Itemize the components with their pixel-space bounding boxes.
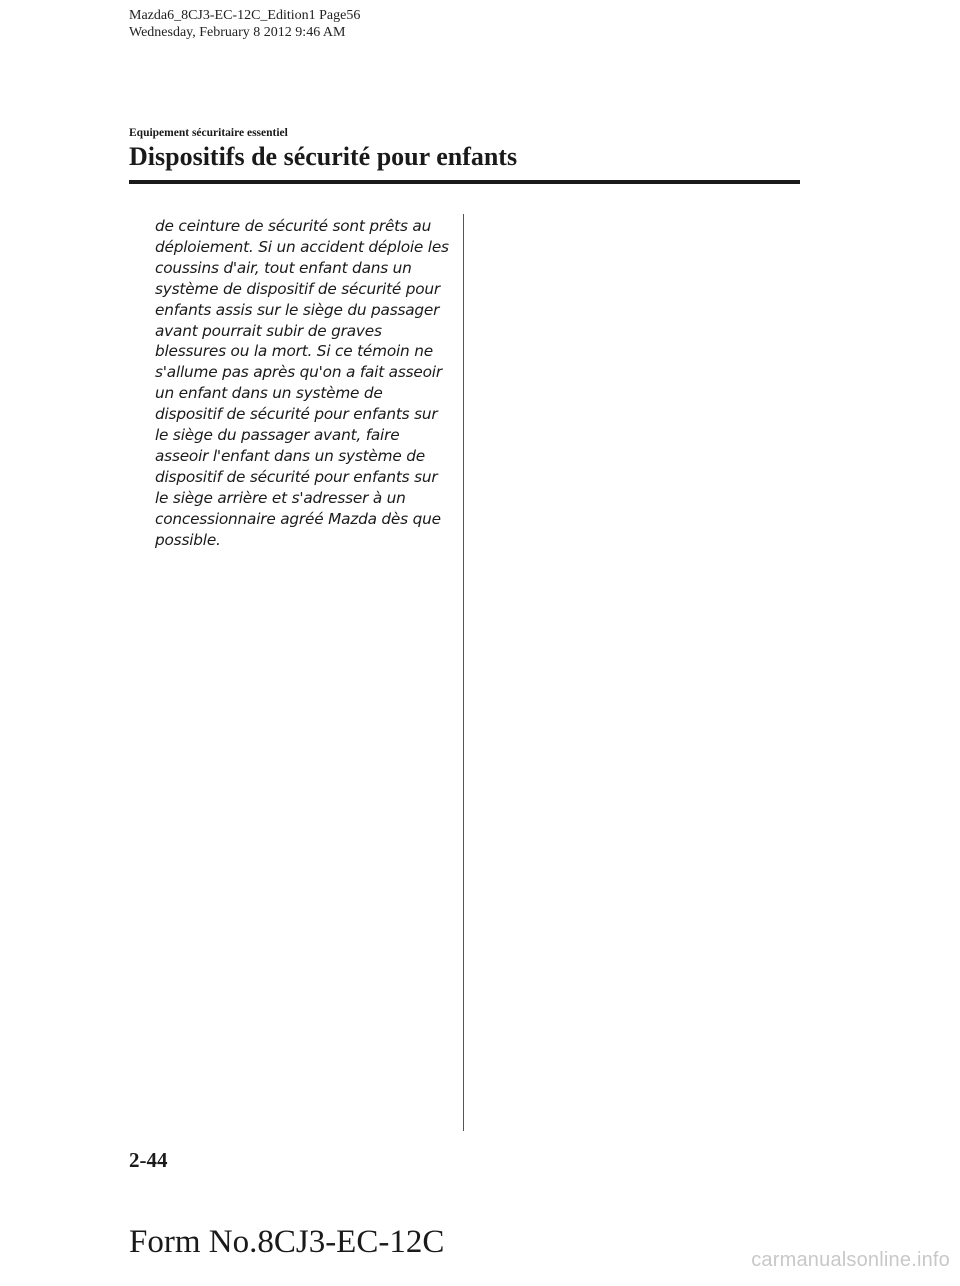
body-line: concessionnaire agréé Mazda dès que <box>155 509 441 528</box>
page-number: 2-44 <box>129 1148 168 1172</box>
form-number: Form No.8CJ3-EC-12C <box>129 1224 445 1260</box>
body-line: déploiement. Si un accident déploie les <box>155 237 449 256</box>
body-line: blessures ou la mort. Si ce témoin ne <box>155 342 433 361</box>
body-line: le siège du passager avant, faire <box>155 426 400 445</box>
body-line: dispositif de sécurité pour enfants sur <box>155 405 438 424</box>
print-header <box>129 7 360 41</box>
section-label: Equipement sécuritaire essentiel <box>129 127 288 139</box>
body-line: asseoir l'enfant dans un système de <box>155 446 425 465</box>
body-line: enfants assis sur le siège du passager <box>155 300 440 319</box>
body-line: de ceinture de sécurité sont prêts au <box>155 217 432 235</box>
print-header-line-2: Wednesday, February 8 2012 9:46 AM <box>129 25 346 40</box>
print-header-line-1: Mazda6_8CJ3-EC-12C_Edition1 Page56 <box>129 8 361 23</box>
body-line: dispositif de sécurité pour enfants sur <box>155 467 438 486</box>
body-line: système de dispositif de sécurité pour <box>155 279 441 298</box>
watermark-link[interactable]: carmanualsonline.info <box>751 1249 950 1271</box>
column-divider <box>463 214 464 1131</box>
body-paragraph <box>155 216 455 551</box>
body-line: avant pourrait subir de graves <box>155 321 382 340</box>
title-rule <box>129 180 800 184</box>
body-line: un enfant dans un système de <box>155 384 383 403</box>
body-line: s'allume pas après qu'on a fait asseoir <box>155 363 442 382</box>
body-line: coussins d'air, tout enfant dans un <box>155 258 412 277</box>
body-line: possible. <box>155 530 221 549</box>
page-title: Dispositifs de sécurité pour enfants <box>129 142 518 171</box>
body-line: le siège arrière et s'adresser à un <box>155 488 406 507</box>
